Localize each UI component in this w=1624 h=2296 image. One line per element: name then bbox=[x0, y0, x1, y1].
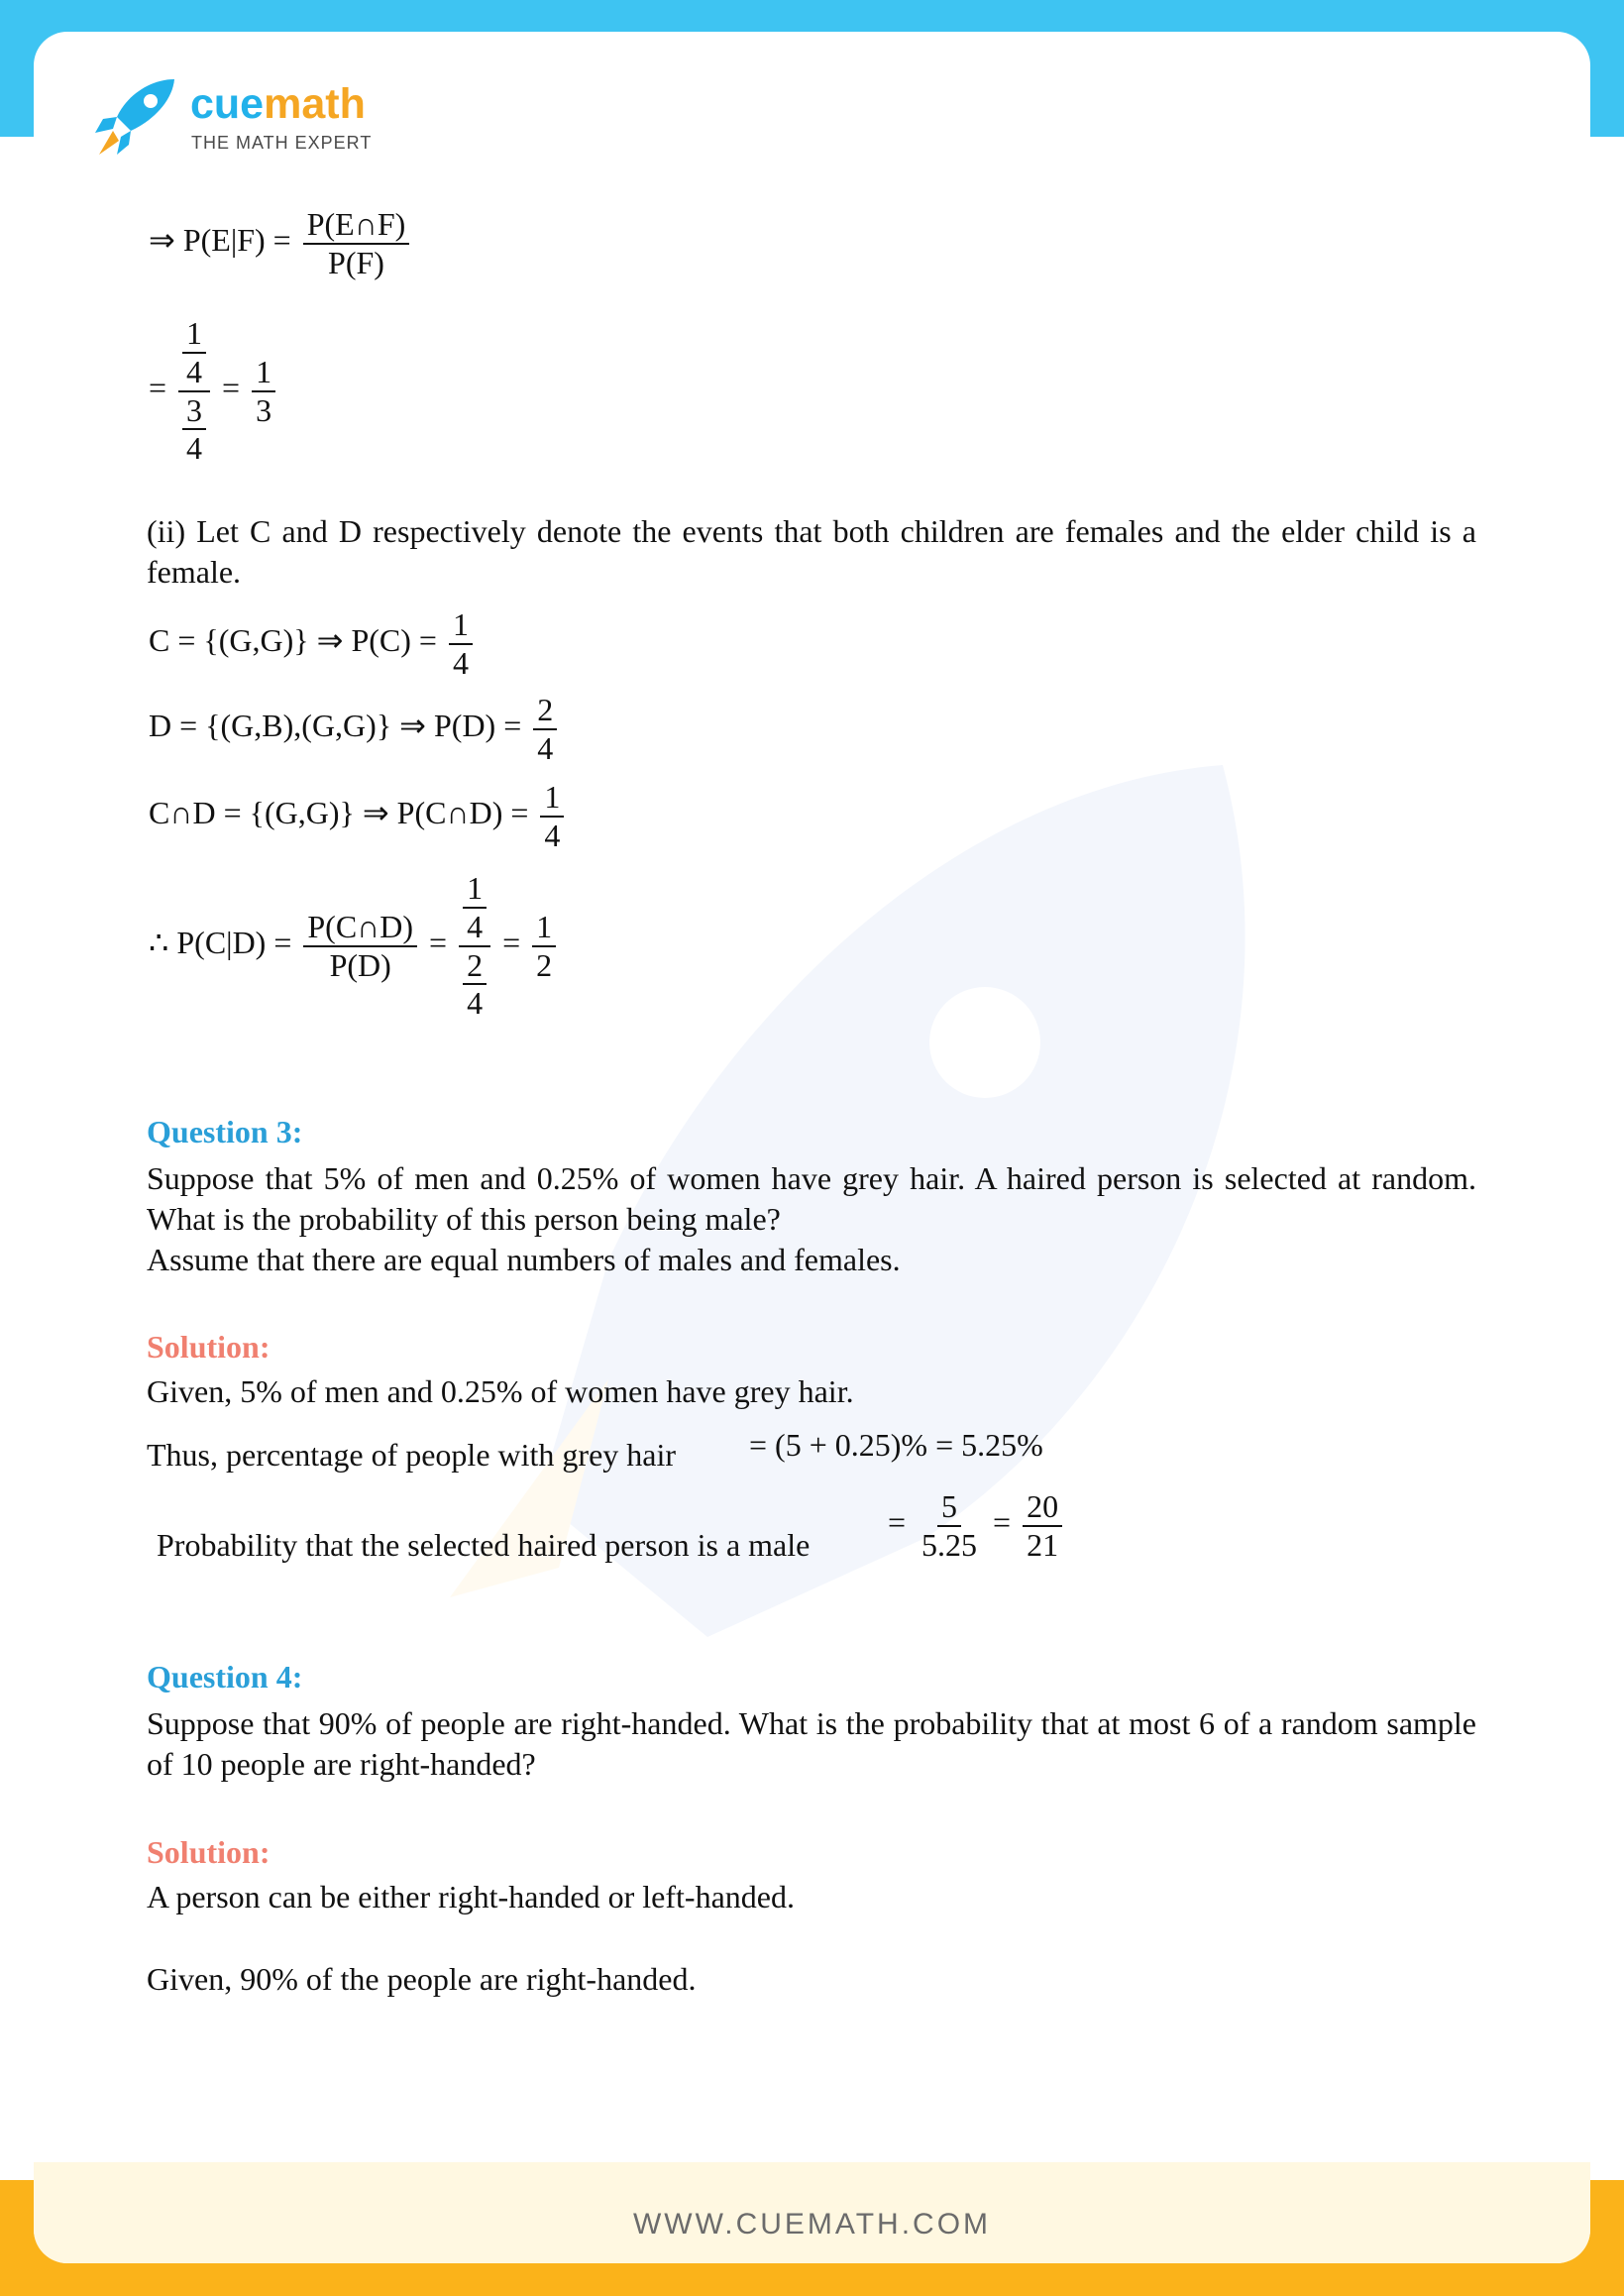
question-4-text: Suppose that 90% of people are right-handed. What is the probability that at most 6 of a random sample of 10 people are right-handed? bbox=[147, 1705, 1476, 1782]
eq-final-conditional-cd: ∴ P(C|D) = $\frac{P(C\cap D)}{P(D)}$ = 1 4 2 4 = $\frac{1}{2}$ bbox=[149, 870, 560, 1022]
question-3-text: Suppose that 5% of men and 0.25% of women have grey hair. A haired person is selected at random. What is the probability of this person being male? bbox=[147, 1160, 1476, 1237]
eq-set-c: C = {(G,G)} ⇒ P(C) = $\frac{1}{4}$ bbox=[149, 606, 477, 682]
eq-nested-fraction-i: = 1 4 3 4 = $\frac{1}{3}$ bbox=[149, 315, 279, 467]
nested-fraction: 1 4 3 4 bbox=[178, 315, 210, 467]
logo-tagline: THE MATH EXPERT bbox=[191, 133, 373, 153]
solution-3-probability-fractions: = $\frac{5}{5.25}$ = $\frac{20}{21}$ bbox=[888, 1488, 1066, 1564]
footer-url: WWW.CUEMATH.COM bbox=[632, 2208, 992, 2241]
solution-4-line-2: Given, 90% of the people are right-handed. bbox=[147, 1961, 697, 1997]
question-3-heading: Question 3: bbox=[147, 1114, 303, 1149]
solution-3-line-2-equation: = (5 + 0.25)% = 5.25% bbox=[749, 1427, 1043, 1463]
logo-word-math: math bbox=[264, 80, 366, 128]
part-ii-intro: (ii) Let C and D respectively denote the events that both children are females and the elder child is a female. bbox=[147, 513, 1476, 590]
fraction: $\frac{P(E\cap F)}{P(F)}$ bbox=[303, 206, 410, 281]
solution-3-line-1: Given, 5% of men and 0.25% of women have grey hair. bbox=[147, 1373, 854, 1409]
result-fraction: $\frac{1}{3}$ bbox=[252, 354, 275, 429]
solution-4-heading: Solution: bbox=[147, 1834, 271, 1870]
logo-word-cue: cue bbox=[190, 80, 265, 128]
question-3-assumption: Assume that there are equal numbers of males and females. bbox=[147, 1242, 901, 1277]
nested-fraction: 1 4 2 4 bbox=[459, 870, 490, 1022]
eq-set-c-intersect-d: C∩D = {(G,G)} ⇒ P(C∩D) = $\frac{1}{4}$ bbox=[149, 779, 568, 854]
solution-3-line-2: Thus, percentage of people with grey hair bbox=[147, 1437, 677, 1473]
eq-set-d: D = {(G,B),(G,G)} ⇒ P(D) = $\frac{2}{4}$ bbox=[149, 692, 561, 767]
question-4-heading: Question 4: bbox=[147, 1659, 303, 1695]
solution-4-line-1: A person can be either right-handed or left-handed. bbox=[147, 1879, 795, 1914]
solution-3-heading: Solution: bbox=[147, 1329, 271, 1365]
solution-3-line-3: Probability that the selected haired person is a male bbox=[157, 1527, 811, 1563]
eq-lhs: ⇒ P(E|F) = bbox=[149, 222, 291, 259]
eq-conditional-ef bbox=[149, 206, 413, 281]
